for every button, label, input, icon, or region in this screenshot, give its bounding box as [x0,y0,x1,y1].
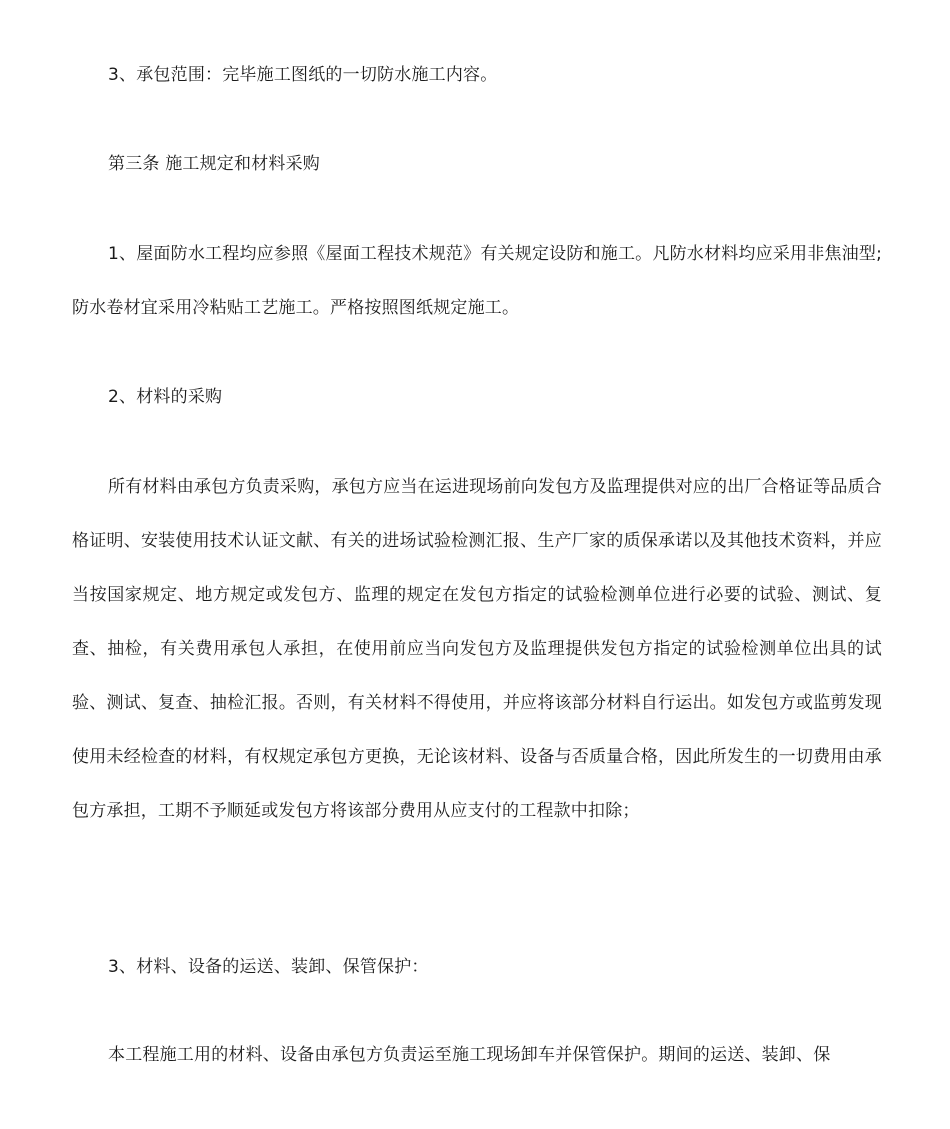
clause-transport-body: 本工程施工用的材料、设备由承包方负责运至施工现场卸车并保管保护。期间的运送、装卸、保 [108,1045,831,1065]
clause-roof-waterproofing: 1、屋面防水工程均应参照《屋面工程技术规范》有关规定设防和施工。凡防水材料均应采用非焦油型;防水卷材宜采用冷粘贴工艺施工。严格按照图纸规定施工。 [72,244,882,318]
clause-material-procurement-body: 所有材料由承包方负责采购，承包方应当在运进现场前向发包方及监理提供对应的出厂合格证等品质合格证明、安装使用技术认证文献、有关的进场试验检测汇报、生产厂家的质保承诺以及其他技术资料，并应当按国家规定、地方规定或发包方、监理的规定在发包方指定的试验检测单位进行必要的试验、测试、复查、抽检，有关费用承包人承担，在使用前应当向发包方及监理提供发包方指定的试验检测单位出具的试验、测试、复查、抽检汇报。否则，有关材料不得使用，并应将该部分材料自行运出。如发包方或监剪发现使用未经检查的材料，有权规定承包方更换，无论该材料、设备与否质量合格，因此所发生的一切费用由承包方承担，工期不予顺延或发包方将该部分费用从应支付的工程款中扣除； [72,477,882,821]
article-three-heading: 第三条 施工规定和材料采购 [108,154,321,174]
clause-material-procurement-heading: 2、材料的采购 [108,387,223,407]
clause-transport-heading: 3、材料、设备的运送、装卸、保管保护： [108,957,429,977]
clause-contract-scope: 3、承包范围：完毕施工图纸的一切防水施工内容。 [108,65,498,85]
